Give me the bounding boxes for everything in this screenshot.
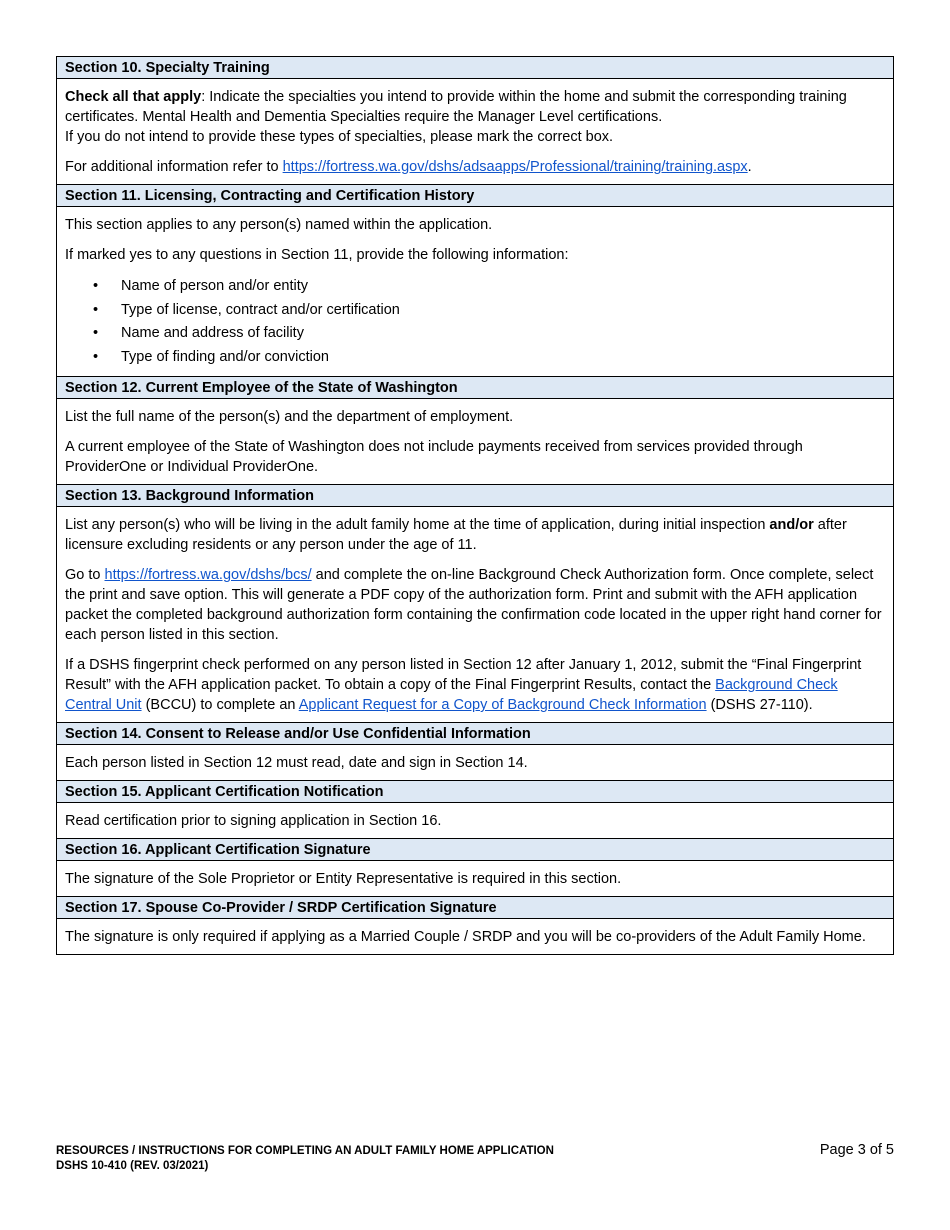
section-13-paragraph-3: If a DSHS fingerprint check performed on any person listed in Section 12 after January 1, 2012, submit the “Final Fingerprint Result” with the AFH application packet. To obtain a copy of the Final Fingerprint Results, contact the Background Check Central Unit (BCCU) to complete an Applicant Request for a Copy of Background Check Information (DSHS 27-110). <box>65 657 862 713</box>
instructions-table <box>56 56 894 955</box>
footer-form-info <box>56 1144 554 1174</box>
section-11-header: Section 11. Licensing, Contracting and Certification History <box>57 185 893 207</box>
section-10-header: Section 10. Specialty Training <box>57 57 893 79</box>
section-14-body <box>57 745 893 781</box>
section-13-paragraph-2: Go to https://fortress.wa.gov/dshs/bcs/ and complete the on-line Background Check Authorization form. Once complete, select the print and save option. This will generate a PDF copy of the authorization form. Print and submit with the AFH application packet the completed background authorization form containing the confirmation code located in the upper right hand corner for each person listed in this section. <box>65 567 882 643</box>
section-17-header: Section 17. Spouse Co-Provider / SRDP Certification Signature <box>57 897 893 919</box>
section-11-paragraph-1: This section applies to any person(s) named within the application. <box>65 217 493 233</box>
applicant-request-link[interactable]: Applicant Request for a Copy of Background Check Information <box>298 697 707 713</box>
section-11-paragraph-2: If marked yes to any questions in Section 11, provide the following information: <box>65 247 569 263</box>
section-12-paragraph-1: List the full name of the person(s) and the department of employment. <box>65 409 514 425</box>
section-16-header: Section 16. Applicant Certification Signature <box>57 839 893 861</box>
section-12-header: Section 12. Current Employee of the State of Washington <box>57 377 893 399</box>
list-item: • Type of finding and/or conviction <box>65 346 885 370</box>
list-item: • Type of license, contract and/or certification <box>65 299 885 323</box>
section-17-paragraph-1: The signature is only required if applying as a Married Couple / SRDP and you will be co-providers of the Adult Family Home. <box>65 929 866 945</box>
training-link[interactable]: https://fortress.wa.gov/dshs/adsaapps/Professional/training/training.aspx <box>282 159 748 175</box>
section-13-body <box>57 507 893 723</box>
section-16-body <box>57 861 893 897</box>
section-10-paragraph-2: For additional information refer to https://fortress.wa.gov/dshs/adsaapps/Professional/training/training.aspx. <box>65 159 752 175</box>
section-10-paragraph-1b: If you do not intend to provide these types of specialties, please mark the correct box. <box>65 129 614 145</box>
section-10-paragraph-1: Check all that apply: Indicate the specialties you intend to provide within the home and submit the corresponding training certificates. Mental Health and Dementia Specialties require the Manager Level certifications. <box>65 89 847 125</box>
check-all-label: Check all that apply <box>65 89 202 105</box>
list-item: • Name of person and/or entity <box>65 275 885 299</box>
page-number: Page 3 of 5 <box>819 1142 894 1158</box>
section-10-body <box>57 79 893 185</box>
section-12-body <box>57 399 893 485</box>
section-14-header: Section 14. Consent to Release and/or Use Confidential Information <box>57 723 893 745</box>
section-12-paragraph-2: A current employee of the State of Washington does not include payments received from services provided through ProviderOne or Individual ProviderOne. <box>65 439 803 475</box>
footer-title: RESOURCES / INSTRUCTIONS FOR COMPLETING AN ADULT FAMILY HOME APPLICATION <box>56 1145 554 1157</box>
section-16-paragraph-1: The signature of the Sole Proprietor or Entity Representative is required in this section. <box>65 871 622 887</box>
section-11-body <box>57 207 893 377</box>
footer-form-number: DSHS 10-410 (REV. 03/2021) <box>56 1160 209 1172</box>
bcs-link[interactable]: https://fortress.wa.gov/dshs/bcs/ <box>104 567 312 583</box>
section-15-paragraph-1: Read certification prior to signing application in Section 16. <box>65 813 442 829</box>
bccu-link[interactable]: Background Check Central Unit <box>65 677 838 713</box>
section-13-paragraph-1: List any person(s) who will be living in the adult family home at the time of application, during initial inspection and/or after licensure excluding residents or any person under the age of 11. <box>65 517 847 553</box>
section-11-list <box>65 275 885 369</box>
section-15-body <box>57 803 893 839</box>
section-13-header: Section 13. Background Information <box>57 485 893 507</box>
section-14-paragraph-1: Each person listed in Section 12 must read, date and sign in Section 14. <box>65 755 528 771</box>
section-15-header: Section 15. Applicant Certification Notification <box>57 781 893 803</box>
section-17-body <box>57 919 893 954</box>
list-item: • Name and address of facility <box>65 322 885 346</box>
